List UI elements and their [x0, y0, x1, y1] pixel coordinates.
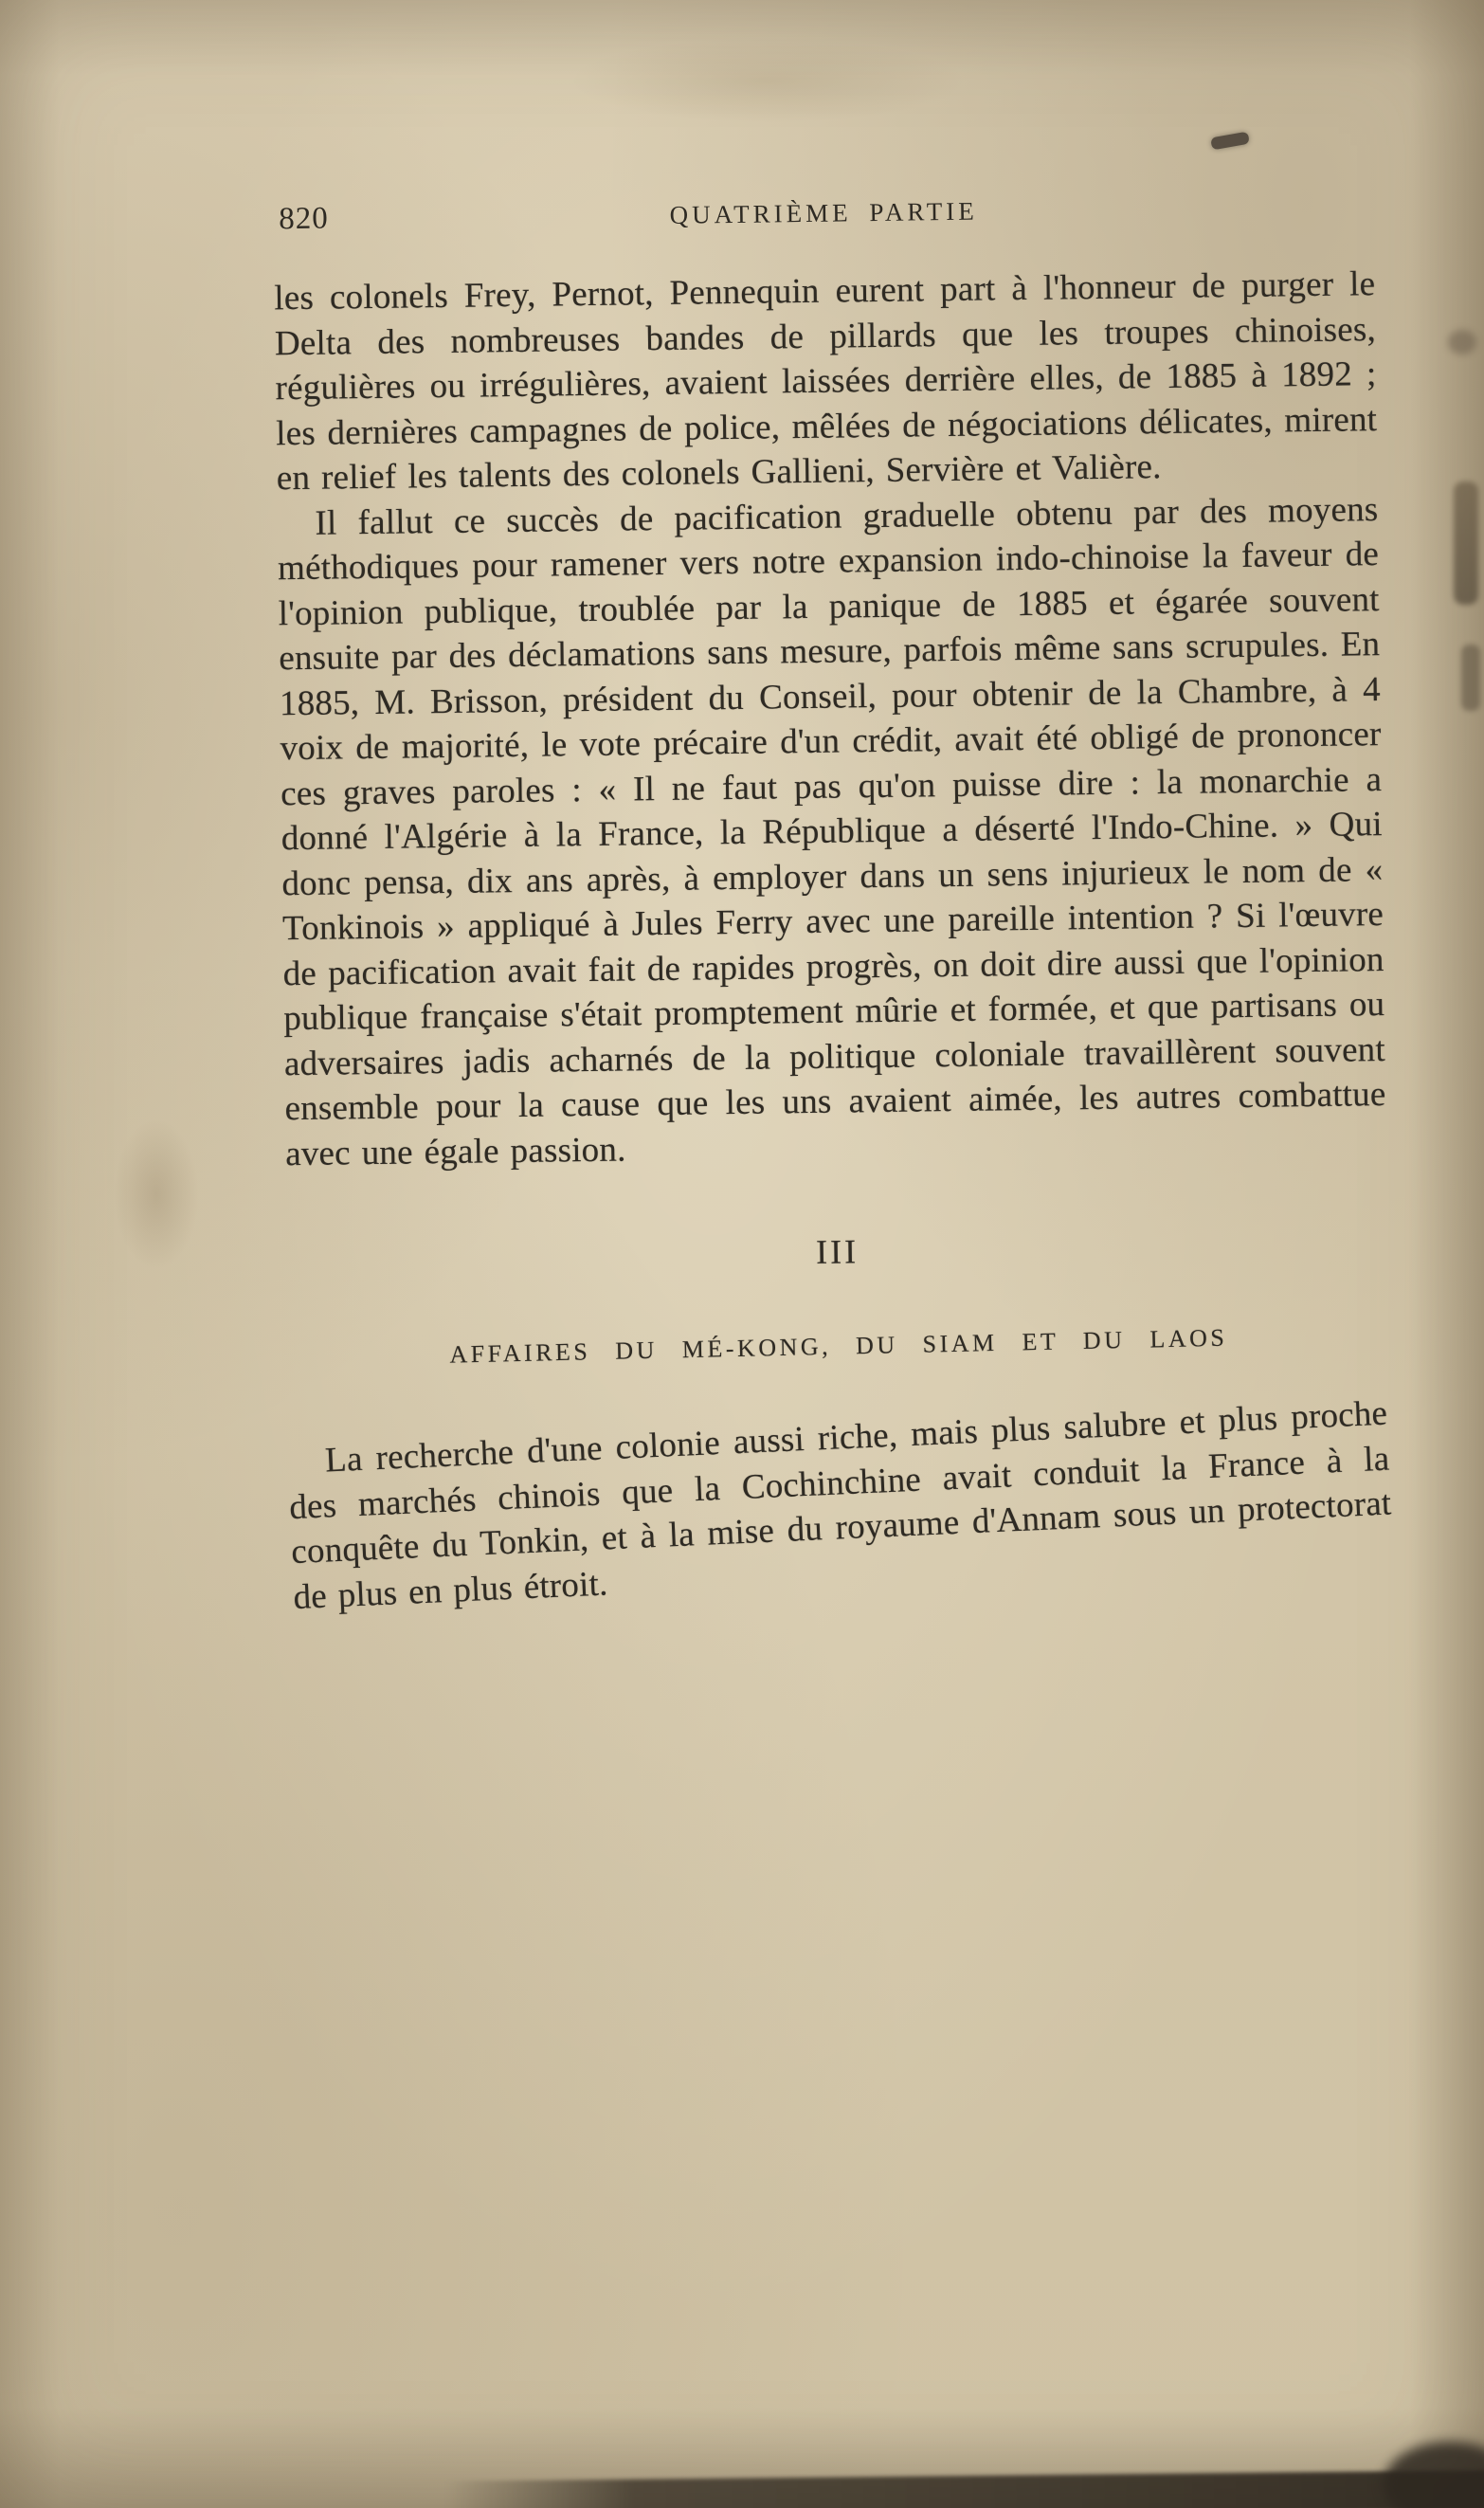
- scan-smudge: [1461, 645, 1480, 711]
- page-header: [273, 188, 1374, 240]
- page-number: 820: [279, 201, 330, 237]
- section-number: III: [815, 1232, 860, 1271]
- paragraph-mekong: La recherche d'une colonie aussi riche, mais plus salubre et plus proche des marchés chinois que la Cochinchine avait conduit la France à la conquête du Tonkin, et à la mise du royaume d'Annam sous un protectorat de plus en plus étroit.: [288, 1393, 1393, 1617]
- paragraph-pacification: Il fallut ce succès de pacification graduelle obtenu par des moyens méthodiques pour ramener vers notre expansion indo-chinoise la faveur de l'opinion publique, troublée par la panique de 1885 et égarée souvent ensuite par des déclamations sans mesure, parfois même sans scrupules. En 1885, M. Brisson, président du Conseil, pour obtenir de la Chambre, à 4 voix de majorité, le vote précaire d'un crédit, avait été obligé de prononcer ces graves paroles : « Il ne faut pas qu'on puisse dire : la monarchie a donné l'Algérie à la France, la République a déserté l'Indo-Chine. » Qui donc pensa, dix ans après, à employer dans un sens injurieux le nom de « Tonkinois » appliqué à Jules Ferry avec une pareille intention ? Si l'œuvre de pacification avait fait de rapides progrès, on doit dire aussi que l'opinion publique française s'était promptement mûrie et formée, et que partisans ou adversaires jadis acharnés de la politique coloniale travaillèrent souvent ensemble pour la cause que les uns avaient aimée, les autres combattue avec une égale passion.: [277, 489, 1386, 1173]
- text-block: [273, 188, 1392, 1620]
- paper-stain: [569, 38, 967, 123]
- paragraph-continuation: les colonels Frey, Pernot, Pennequin eurent part à l'honneur de purger le Delta des nombreuses bandes de pillards que les troupes chinoises, régulières ou irrégulières, avaient laissées derrière elles, de 1885 à 1892 ; les dernières campagnes de police, mêlées de négociations délicates, mirent en relief les talents des colonels Gallieni, Servière et Valière.: [274, 264, 1378, 499]
- scan-shadow-corner: [1384, 2442, 1484, 2508]
- scan-smudge: [1448, 330, 1476, 354]
- scan-smudge: [1210, 132, 1250, 151]
- scan-shadow-band: [445, 2470, 1484, 2508]
- paper-stain: [114, 1118, 199, 1270]
- section-title: AFFAIRES DU MÉ-KONG, DU SIAM ET DU LAOS: [449, 1323, 1228, 1369]
- scan-smudge: [1454, 482, 1478, 605]
- running-head: QUATRIÈME PARTIE: [669, 196, 978, 229]
